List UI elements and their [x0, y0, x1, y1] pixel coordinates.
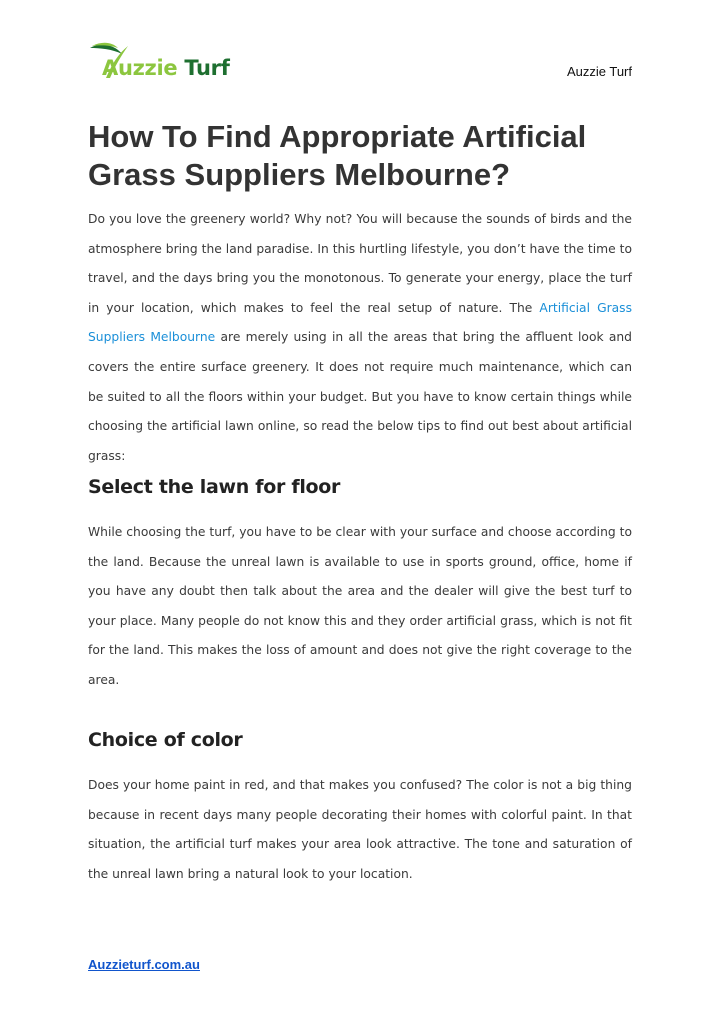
logo-word-auzzie: Auzzie: [102, 56, 178, 80]
auzzie-turf-logo: [88, 40, 233, 84]
section-paragraph-select-lawn: While choosing the turf, you have to be clear with your surface and choose according to the land. Because the unreal lawn is available to use in sports ground, office, home if you have any doubt then talk about the area and the dealer will give the best turf to your place. Many people do not know this and they order artificial grass, which is not fit for the land. This makes the loss of amount and does not give the right coverage to the area.: [88, 525, 632, 687]
intro-text-end: are merely using in all the areas that bring the affluent look and covers the entire surface greenery. It does not require much maintenance, which can be suited to all the floors within your budget. But you have to know certain things while choosing the artificial lawn online, so read the below tips to find out best about artificial grass:: [88, 330, 632, 463]
logo-wordmark: [102, 56, 230, 80]
logo-word-turf: Turf: [184, 56, 230, 80]
section-paragraph-choice-of-color: Does your home paint in red, and that makes you confused? The color is not a big thing because in recent days many people decorating their homes with colorful paint. In that situation, the artificial turf makes your area look attractive. The tone and saturation of the unreal lawn bring a natural look to your location.: [88, 778, 632, 881]
intro-text-start: Do you love the greenery world? Why not? You will because the sounds of birds and the atmosphere bring the land paradise. In this hurtling lifestyle, you don’t have the time to travel, and the days bring you the monotonous. To generate your energy, place the turf in your location, which makes to feel the real setup of nature. The: [88, 212, 632, 315]
article-title: How To Find Appropriate Artificial Grass Suppliers Melbourne?: [88, 119, 587, 192]
section-heading-select-lawn: Select the lawn for floor: [88, 476, 341, 498]
page-header: [88, 40, 632, 90]
footer-website-link[interactable]: Auzzieturf.com.au: [88, 957, 200, 972]
section-heading-choice-of-color: Choice of color: [88, 729, 243, 751]
artificial-grass-suppliers-link[interactable]: Artificial Grass Suppliers Melbourne: [88, 300, 632, 345]
intro-paragraph: [88, 205, 632, 471]
header-site-name: Auzzie Turf: [566, 64, 632, 79]
